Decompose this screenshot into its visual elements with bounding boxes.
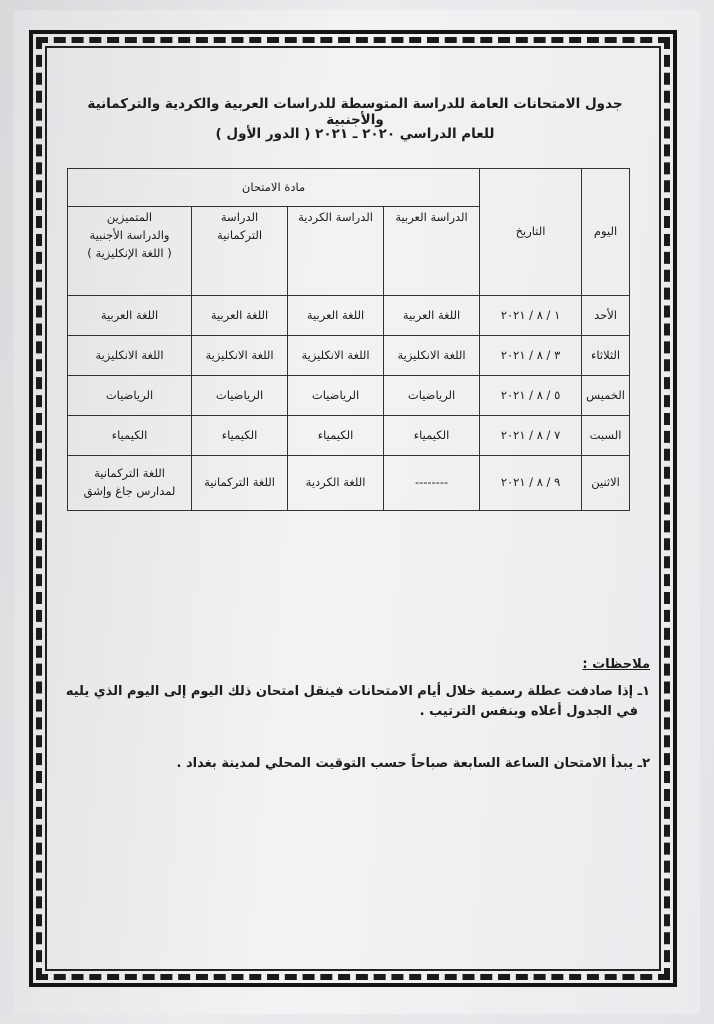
cell-arabic: -------- — [384, 456, 480, 511]
header-foreign-line3: ( اللغة الإنكليزية ) — [87, 245, 172, 260]
header-foreign — [68, 207, 192, 296]
cell-foreign — [68, 456, 192, 511]
cell-arabic: الكيمياء — [384, 416, 480, 456]
cell-foreign-line1: الكيمياء — [111, 427, 148, 442]
cell-foreign-line2: لمدارس جاغ وإشق — [83, 484, 176, 498]
cell-foreign — [68, 336, 192, 376]
cell-turkmen: اللغة التركمانية — [192, 456, 288, 511]
cell-turkmen: الرياضيات — [192, 376, 288, 416]
table-row — [68, 456, 630, 511]
table-row — [68, 336, 630, 376]
cell-date: ٩ / ٨ / ٢٠٢١ — [480, 456, 582, 511]
cell-foreign-line1: اللغة الانكليزية — [95, 347, 164, 362]
exam-schedule-table — [67, 168, 630, 511]
cell-day: الأحد — [582, 296, 630, 336]
note-item — [60, 754, 650, 774]
header-date: التاريخ — [480, 169, 582, 296]
cell-arabic: اللغة العربية — [384, 296, 480, 336]
cell-turkmen: الكيمياء — [192, 416, 288, 456]
cell-turkmen: اللغة العربية — [192, 296, 288, 336]
header-kurdish: الدراسة الكردية — [288, 207, 384, 296]
header-turkmen — [192, 207, 288, 296]
notes-heading: ملاحظات : — [582, 657, 650, 672]
cell-foreign-line1: اللغة التركمانية — [94, 466, 165, 481]
cell-kurdish: اللغة الكردية — [288, 456, 384, 511]
note1-line2: في الجدول أعلاه وبنفس الترتيب . — [419, 704, 638, 720]
table-row — [68, 416, 630, 456]
cell-turkmen: اللغة الانكليزية — [192, 336, 288, 376]
cell-kurdish: الرياضيات — [288, 376, 384, 416]
cell-date: ٧ / ٨ / ٢٠٢١ — [480, 416, 582, 456]
cell-day: الثلاثاء — [582, 336, 630, 376]
header-day: اليوم — [582, 169, 630, 296]
document-subtitle: للعام الدراسي ٢٠٢٠ ـ ٢٠٢١ ( الدور الأول ) — [215, 126, 495, 142]
cell-foreign-line1: اللغة العربية — [100, 307, 159, 322]
cell-date: ١ / ٨ / ٢٠٢١ — [480, 296, 582, 336]
cell-foreign — [68, 376, 192, 416]
cell-day: الخميس — [582, 376, 630, 416]
cell-arabic: الرياضيات — [384, 376, 480, 416]
header-turkmen-line2: التركمانية — [217, 227, 263, 242]
cell-arabic: اللغة الانكليزية — [384, 336, 480, 376]
cell-kurdish: اللغة الانكليزية — [288, 336, 384, 376]
header-subject: مادة الامتحان — [68, 169, 480, 207]
note2-text: ٢ـ يبدأ الامتحان الساعة السابعة صباحاً حسب التوقيت المحلي لمدينة بغداد . — [176, 756, 650, 771]
document-title: جدول الامتحانات العامة للدراسة المتوسطة للدراسات العربية والكردية والتركمانية والأجنبية — [87, 96, 623, 128]
cell-date: ٥ / ٨ / ٢٠٢١ — [480, 376, 582, 416]
note1-line1: ١ـ إذا صادفت عطلة رسمية خلال أيام الامتحانات فينقل امتحان ذلك اليوم إلى اليوم الذي يليه — [65, 684, 650, 699]
cell-kurdish: الكيمياء — [288, 416, 384, 456]
cell-foreign-line1: الرياضيات — [105, 387, 154, 402]
cell-day: السبت — [582, 416, 630, 456]
header-arabic: الدراسة العربية — [384, 207, 480, 296]
cell-foreign — [68, 296, 192, 336]
cell-day: الاثنين — [582, 456, 630, 511]
table-row — [68, 376, 630, 416]
header-foreign-line2: والدراسة الأجنبية — [89, 227, 170, 242]
note-item — [60, 682, 650, 722]
table-header-row — [68, 169, 630, 207]
cell-date: ٣ / ٨ / ٢٠٢١ — [480, 336, 582, 376]
cell-kurdish: اللغة العربية — [288, 296, 384, 336]
header-turkmen-line1: الدراسة — [220, 210, 259, 224]
header-foreign-line1: المتميزين — [106, 210, 153, 224]
cell-foreign — [68, 416, 192, 456]
table-row — [68, 296, 630, 336]
